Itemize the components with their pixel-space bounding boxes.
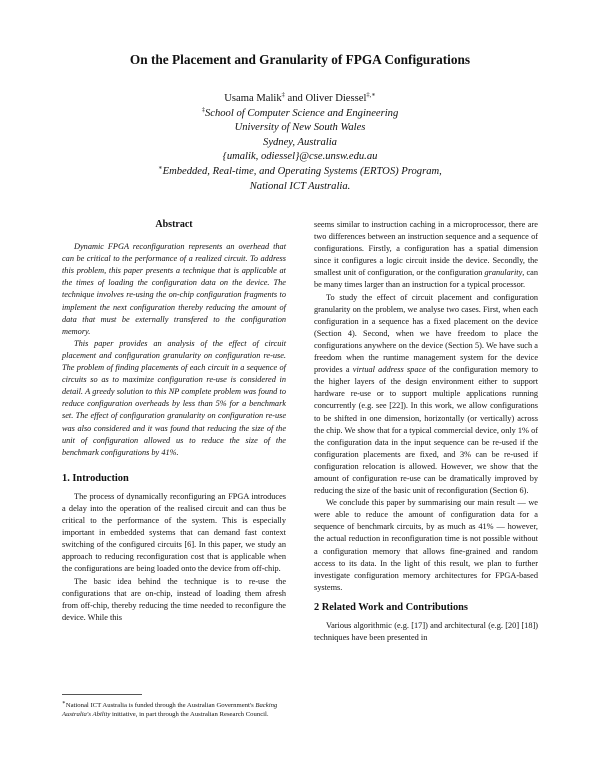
right-paragraph-1-em: granularity xyxy=(484,268,523,278)
section-2-paragraph-1: Various algorithmic (e.g. [17]) and architectural (e.g. [20] [18]) techniques have been presented in xyxy=(314,621,538,643)
author-email xyxy=(0,150,600,165)
right-paragraph-1-b: , can be many times larger than an instruction for a typical processor. xyxy=(314,268,539,290)
section-1-heading: 1. Introduction xyxy=(62,472,129,484)
affiliation-1-text: School of Computer Science and Engineering xyxy=(204,107,399,119)
right-paragraph-1-a: seems similar to instruction caching in a microprocessor, there are two differences between an instruction sequence and a sequence of configurations. Firstly, a configuration has a spatial dimension since it configures a logic circuit inside the device. Secondly, the smallest unit of configuration, or the configuration xyxy=(314,220,538,278)
right-paragraph-1 xyxy=(314,219,538,292)
author-1: Usama Malik xyxy=(224,93,282,104)
affiliation-4 xyxy=(0,165,600,180)
affiliation-1-mark: ‡ xyxy=(201,106,205,114)
affiliation-5 xyxy=(0,180,600,195)
affiliation-3-text: Sydney, Australia xyxy=(263,136,337,148)
footnote-mark: ∗ xyxy=(62,700,66,706)
footnote-text-b: initiative, in part through the Australian Research Council. xyxy=(110,711,269,719)
footnote xyxy=(62,699,286,720)
author-2: and Oliver Diessel xyxy=(284,93,367,104)
paper-title: On the Placement and Granularity of FPGA Configurations xyxy=(129,52,471,67)
affiliation-2 xyxy=(0,121,600,136)
author-names xyxy=(0,92,600,107)
right-paragraph-3: We conclude this paper by summarising our main result — we were able to reduce the amount of configuration data for a sequence of benchmark circuits, by as much as 41% — however, the actual reduction in reconfiguration time is not possible without a configuration memory that allows fine-grained and random access to its data. In the light of this result, we plan to further investigate configuration memory architectures for FPGA-based systems. xyxy=(314,498,538,592)
left-column xyxy=(62,219,286,624)
right-paragraph-2 xyxy=(314,292,538,498)
affiliation-5-text: National ICT Australia. xyxy=(249,180,351,192)
right-column xyxy=(314,219,538,644)
affiliation-1 xyxy=(0,107,600,122)
affiliation-4-mark: ∗ xyxy=(158,164,163,172)
footnote-text-a: National ICT Australia is funded through the Australian Government's xyxy=(65,702,256,710)
abstract-paragraph-1: Dynamic FPGA reconfiguration represents an overhead that can be critical to the performance of a realized circuit. To address this problem, this paper presents a technique that is applicable at the times of loading the configuration data on the device. The technique involves re-using the on-chip configuration fragments to implement the next configuration thereby reducing the amount of data that must be externally transfered to the configuration memory. xyxy=(62,242,286,336)
abstract-heading: Abstract xyxy=(155,219,193,230)
footnote-divider xyxy=(62,694,142,695)
section-2-heading: 2 Related Work and Contributions xyxy=(314,601,468,613)
affiliation-4-text: Embedded, Real-time, and Operating Systems (ERTOS) Program, xyxy=(162,165,442,177)
right-paragraph-2-b: of the configuration memory to the higher layers of the design environment either to support hardware re-use or to support multiple applications running concurrently (e.g. see [22]). In this work, we allow configurations to be shifted in one dimension, horizontally (or vertically) across the chip. We show that for a typical commercial device, only 1% of the configuration data in the input sequence can be re-used if the configuration placements are fixed, and 3% can be re-used if configuration relocation is allowed. However, we show that the amount of configuration re-use can be dramatically improved by reducing the size of the basic unit of reconfiguration (Section 6). xyxy=(314,365,539,496)
author-2-mark: ‡,∗ xyxy=(366,91,376,99)
intro-paragraph-1: The process of dynamically reconfiguring an FPGA introduces a delay into the operation of the realised circuit and can thus be critical to the performance of the system. This is especially important in embedded systems that can demand fast context switching of the configured circuits [6]. In this paper, we study an approach to reducing reconfiguration cost that is applicable when the configurations are being loaded onto the device from off-chip. xyxy=(62,491,286,574)
abstract-paragraph-2: This paper provides an analysis of the effect of circuit placement and configuration granularity on configuration re-use. The problem of finding placements of each circuit in a sequence of circuits so as to maximize configuration re-use is considered in detail. A greedy solution to this NP complete problem was found to reduce configuration overheads by less than 5% for a benchmark set. The effect of configuration granularity on configuration re-use was also considered and it was found that reducing the size of the unit of configuration allowed us to reduce the size of the benchmark configurations by 41%. xyxy=(62,338,286,457)
intro-paragraph-2: The basic idea behind the technique is to re-use the configurations that are on-chip, instead of loading them afresh from off-chip, thereby reducing the time needed to reconfigure the device. While this xyxy=(62,576,286,622)
right-paragraph-2-a: To study the effect of circuit placement and configuration granularity on the problem, we analyse two cases. First, when each configuration in a sequence has a fixed placement on the device (Section 4). Second, when we have freedom to place the configurations anywhere on the device (Section 5). We have such a freedom when the runtime management system for the device provides a xyxy=(314,292,538,375)
affiliation-3 xyxy=(0,136,600,151)
author-1-mark: ‡ xyxy=(281,91,285,99)
author-block xyxy=(0,92,600,194)
affiliation-2-text: University of New South Wales xyxy=(234,122,366,134)
author-email-text: {umalik, odiessel}@cse.unsw.edu.au xyxy=(222,151,378,163)
right-paragraph-2-em: virtual address space xyxy=(352,365,426,375)
footnote-text-em: Backing Australia's Ability xyxy=(62,702,278,719)
